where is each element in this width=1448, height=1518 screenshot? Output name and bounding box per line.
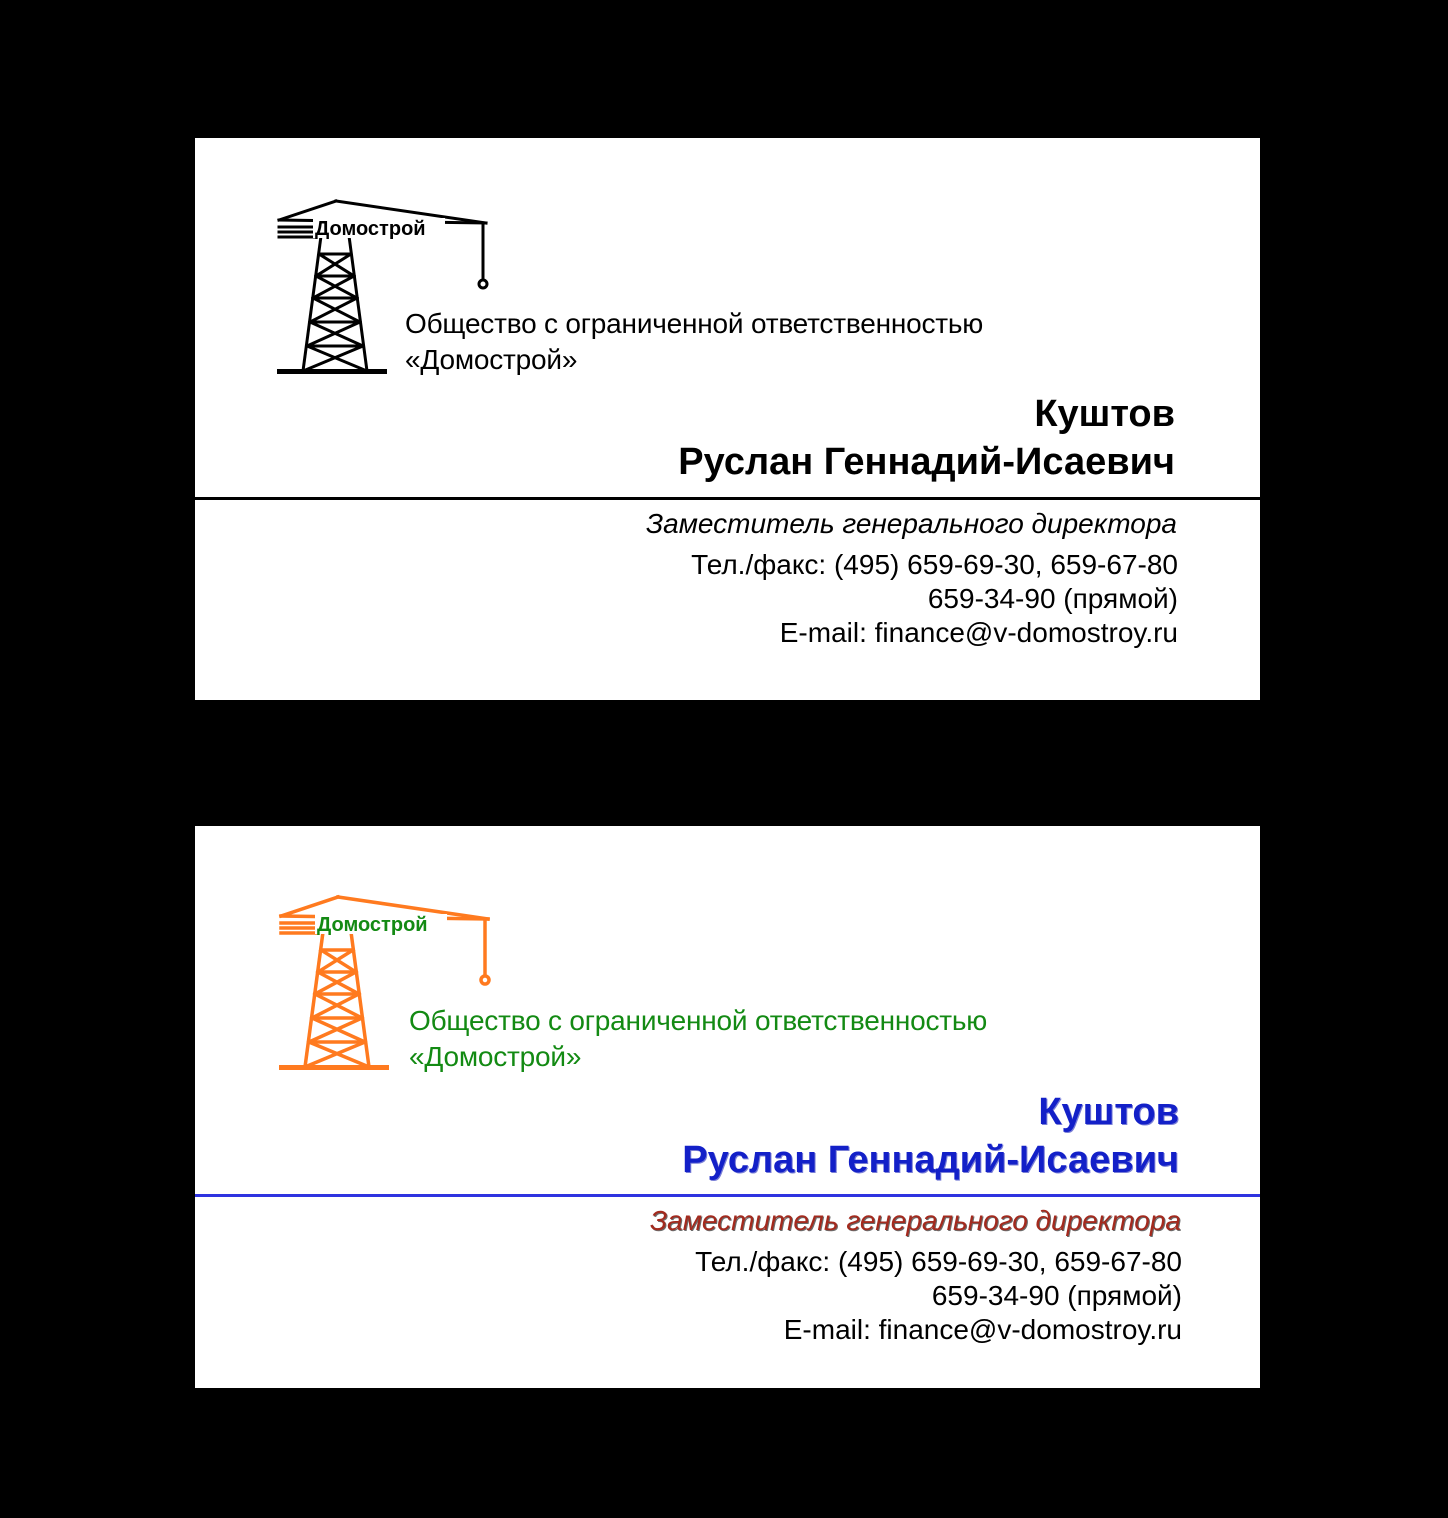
- logo-wordmark: Домострой: [317, 914, 428, 936]
- person-name: [678, 390, 1175, 486]
- divider-line: [195, 1194, 1260, 1197]
- surname: Куштов: [1034, 393, 1175, 435]
- company-name: [405, 306, 983, 378]
- surname: Куштов: [1038, 1091, 1179, 1133]
- given-names: Руслан Геннадий-Исаевич: [678, 441, 1175, 483]
- company-line-2: «Домострой»: [409, 1041, 582, 1072]
- job-title: Заместитель генерального директора: [645, 508, 1177, 539]
- company-line-2: «Домострой»: [405, 344, 578, 375]
- company-line-1: Общество с ограниченной ответственностью: [409, 1005, 988, 1036]
- company-name: [409, 1003, 987, 1075]
- company-line-1: Общество с ограниченной ответственностью: [405, 308, 984, 339]
- contact-block: [691, 548, 1178, 650]
- phone-fax: Тел./факс: (495) 659-69-30, 659-67-80: [691, 549, 1178, 580]
- job-title: Заместитель генерального директора: [649, 1205, 1181, 1236]
- contact-block: [695, 1245, 1182, 1347]
- business-card-monochrome: [195, 138, 1260, 700]
- phone-direct: 659-34-90 (прямой): [931, 1280, 1182, 1311]
- email: E-mail: finance@v-domostroy.ru: [783, 1314, 1182, 1345]
- phone-fax: Тел./факс: (495) 659-69-30, 659-67-80: [695, 1246, 1182, 1277]
- phone-direct: 659-34-90 (прямой): [927, 583, 1178, 614]
- person-name: [682, 1088, 1179, 1184]
- divider-line: [195, 497, 1260, 500]
- logo-wordmark: Домострой: [315, 218, 426, 240]
- email: E-mail: finance@v-domostroy.ru: [779, 617, 1178, 648]
- business-card-color: [195, 826, 1260, 1388]
- given-names: Руслан Геннадий-Исаевич: [682, 1139, 1179, 1181]
